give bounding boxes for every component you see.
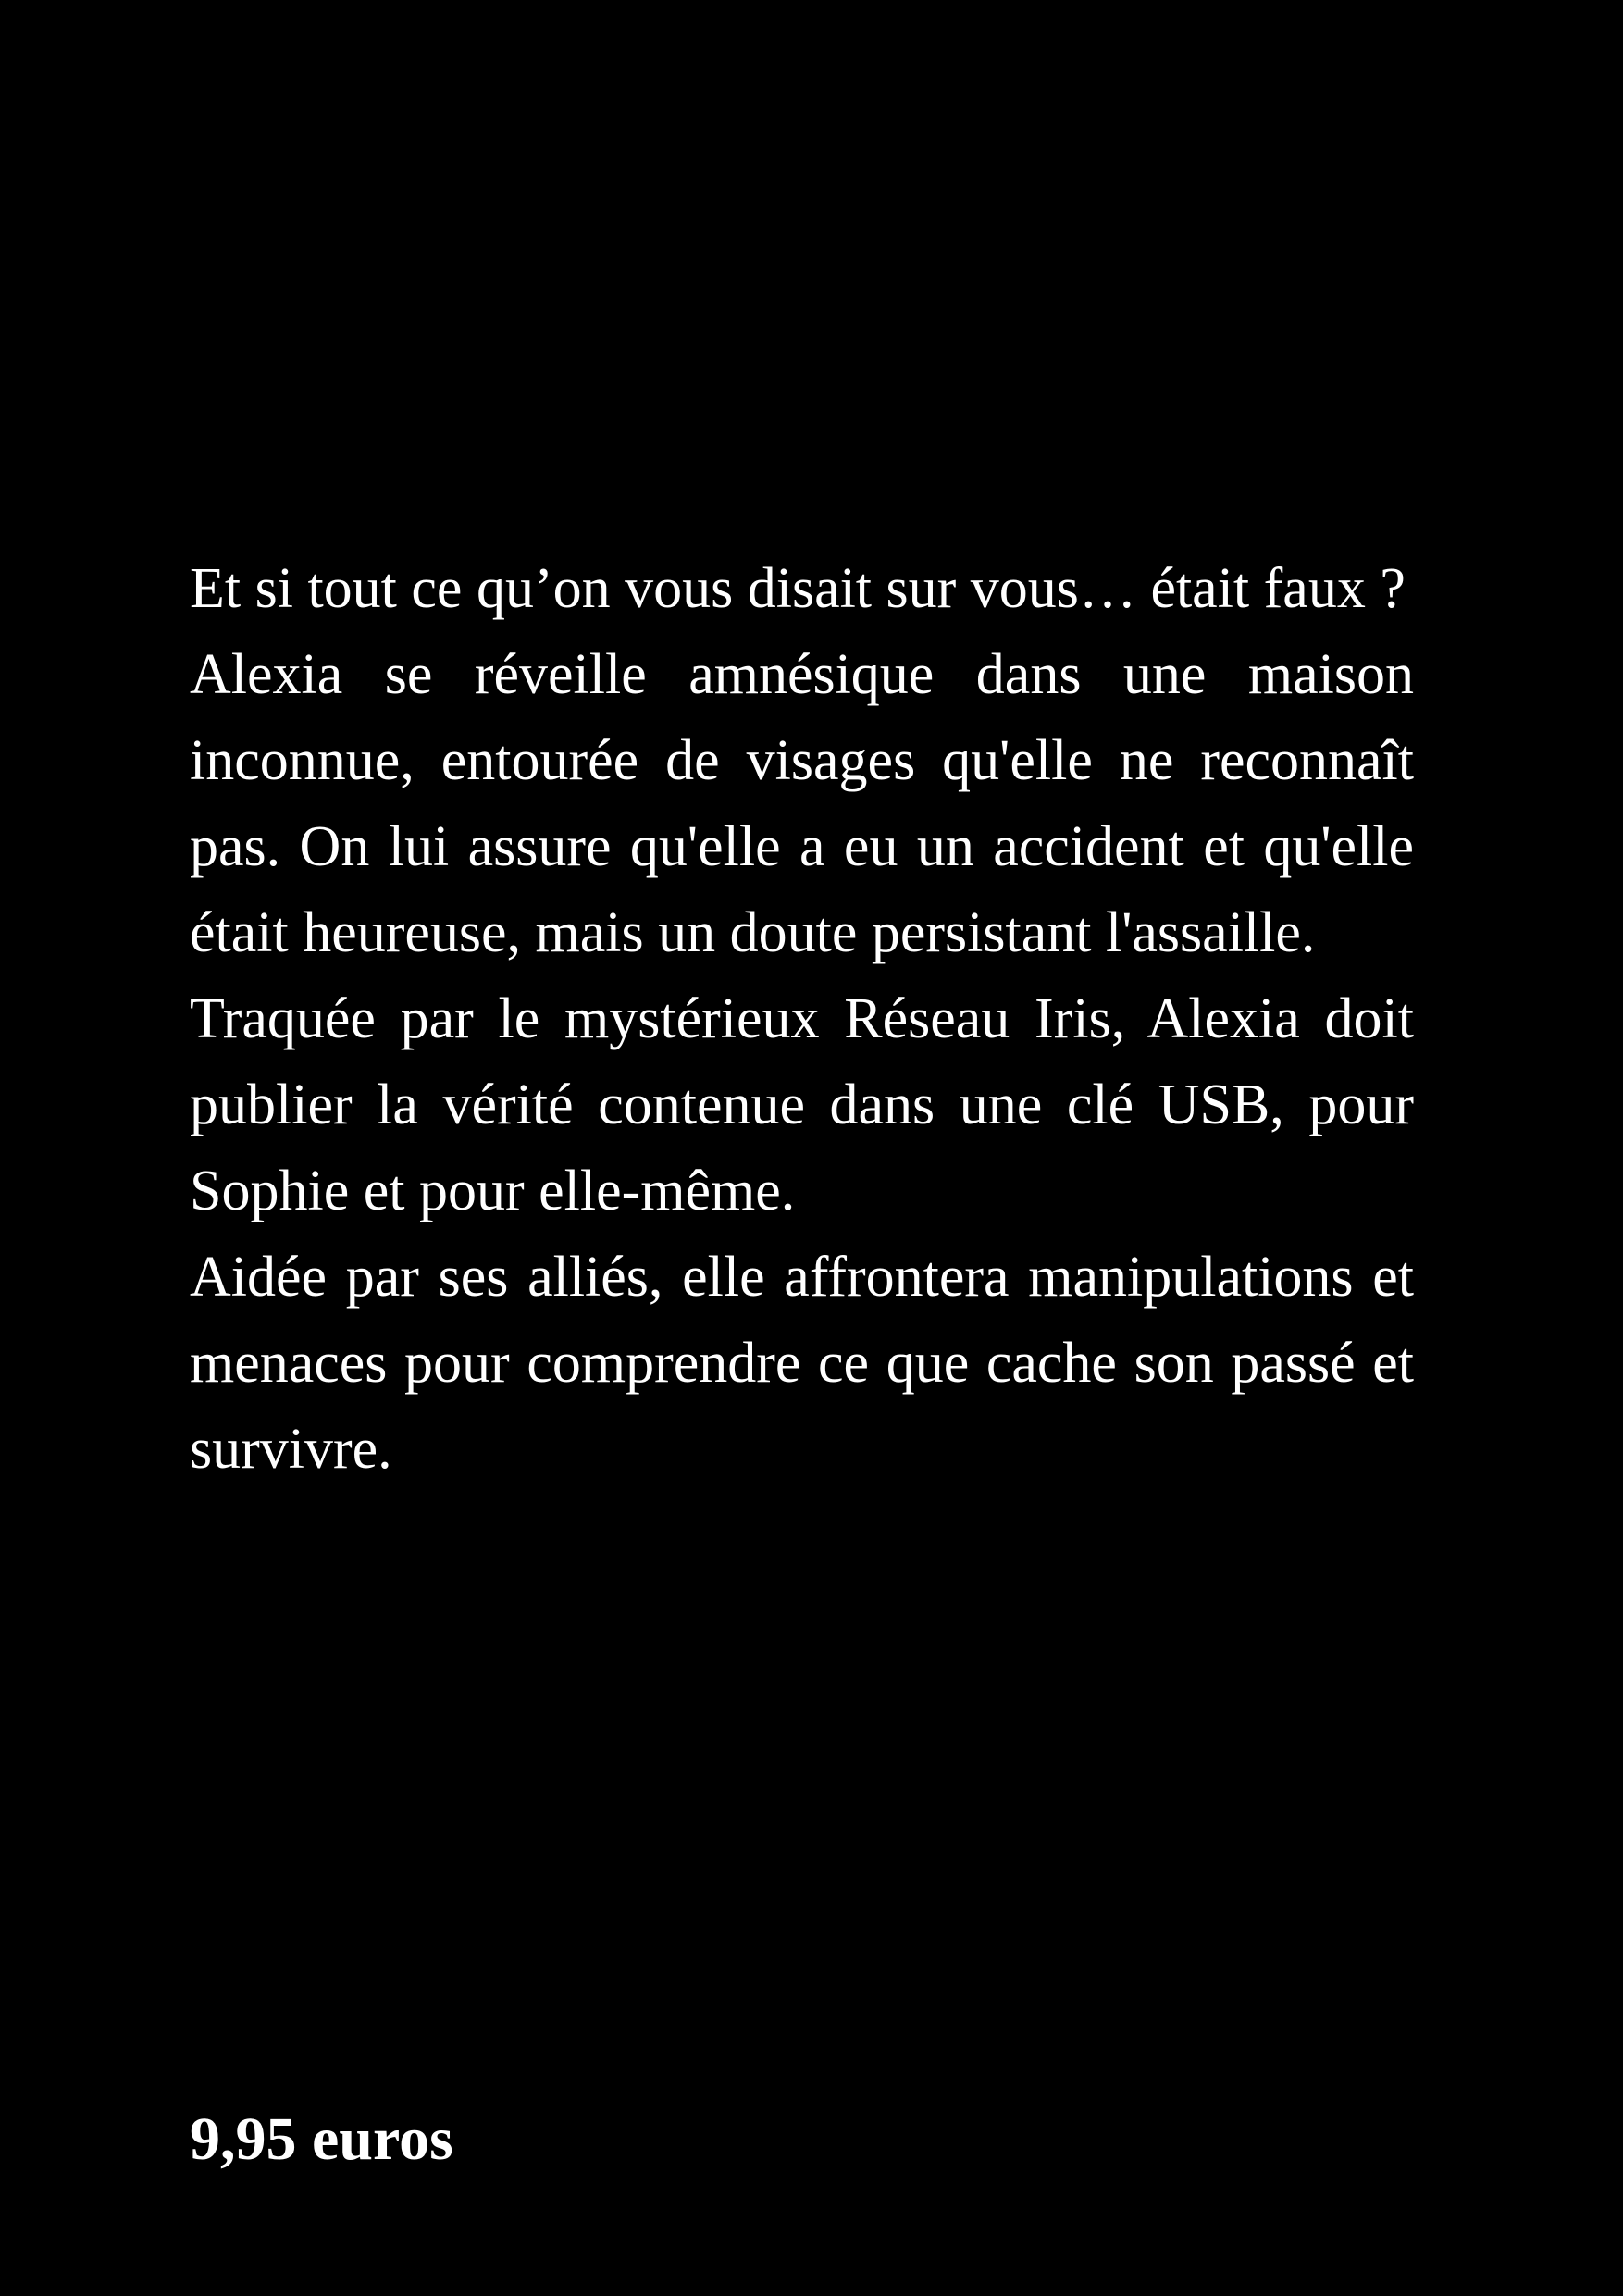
blurb-hook: Et si tout ce qu’on vous disait sur vous… était faux ?	[190, 557, 1406, 620]
price-label: 9,95 euros	[190, 2105, 453, 2173]
blurb-paragraph-1: Alexia se réveille amnésique dans une maison inconnue, entourée de visages qu'elle ne reconnaît pas. On lui assure qu'elle a eu un accident et qu'elle était heureuse, mais un doute persistant l'assaille.	[190, 643, 1414, 964]
blurb-paragraph-3: Aidée par ses alliés, elle affrontera manipulations et menaces pour comprendre ce que cache son passé et survivre.	[190, 1246, 1414, 1481]
blurb-paragraph-2: Traquée par le mystérieux Réseau Iris, Alexia doit publier la vérité contenue dans une clé USB, pour Sophie et pour elle-même.	[190, 987, 1414, 1222]
back-cover-blurb	[190, 546, 1414, 1493]
